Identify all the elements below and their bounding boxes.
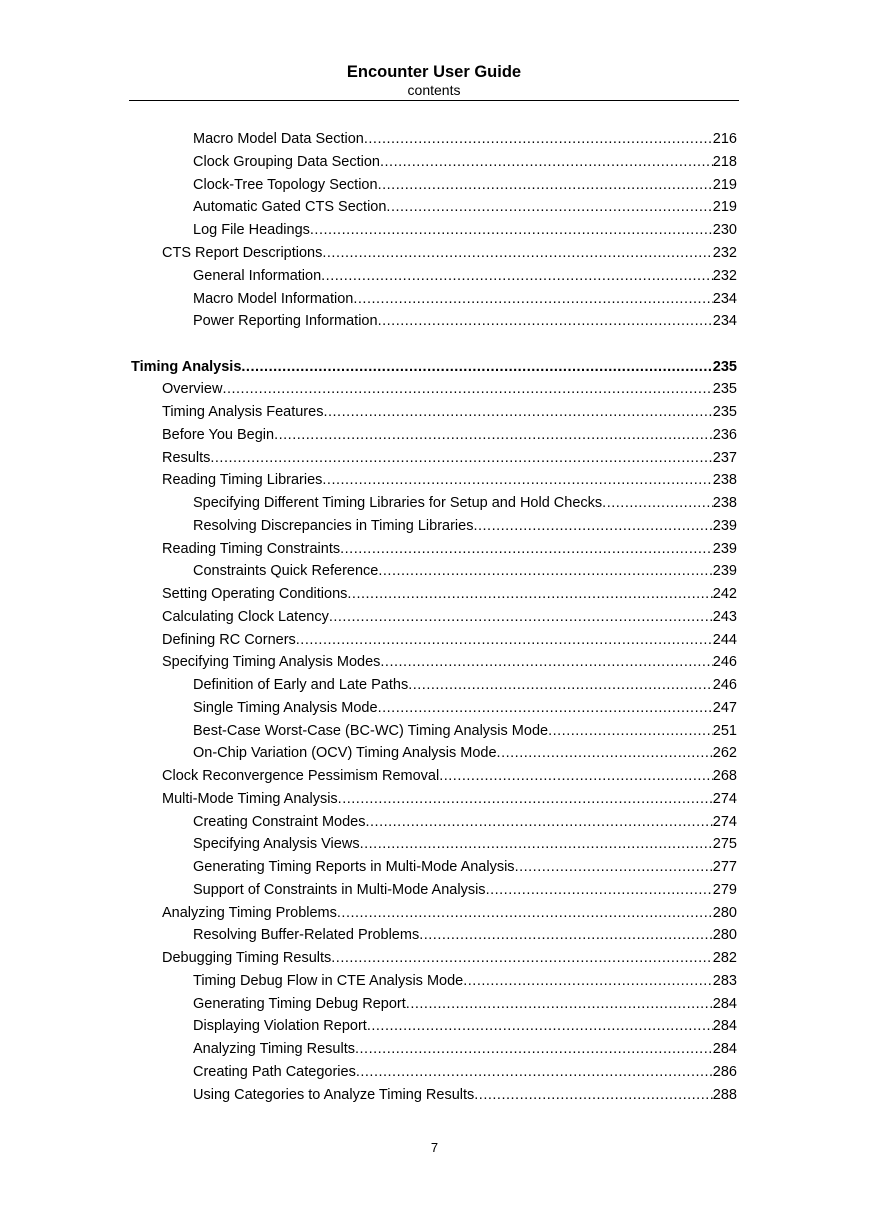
toc-entry-title: Specifying Different Timing Libraries for Setup and Hold Checks	[193, 495, 603, 511]
toc-entry-title: Specifying Timing Analysis Modes	[162, 654, 381, 670]
toc-entry-title: Analyzing Timing Problems	[162, 905, 337, 921]
toc-entry-title: Calculating Clock Latency	[162, 609, 329, 625]
dot-leader	[364, 130, 713, 148]
toc-entry[interactable]	[193, 517, 737, 535]
toc-entry[interactable]	[162, 608, 737, 626]
toc-entry[interactable]	[193, 221, 737, 239]
toc-entry-page: 239	[712, 563, 737, 579]
toc-entry-title: Reading Timing Constraints	[162, 541, 341, 557]
toc-entry[interactable]	[193, 198, 737, 216]
dot-leader	[356, 1063, 713, 1081]
dot-leader	[329, 608, 713, 626]
toc-entry-page: 246	[712, 654, 737, 670]
toc-entry[interactable]	[193, 562, 737, 580]
dot-leader	[378, 312, 713, 330]
toc-entry[interactable]	[193, 312, 737, 330]
dot-leader	[274, 426, 713, 444]
toc-entry-title: Macro Model Information	[193, 291, 354, 307]
toc-entry-title: Creating Path Categories	[193, 1064, 356, 1080]
toc-entry-page: 216	[712, 131, 737, 147]
toc-entry-page: 284	[712, 996, 737, 1012]
toc-entry[interactable]	[193, 1040, 737, 1058]
toc-entry[interactable]	[193, 858, 737, 876]
dot-leader	[340, 540, 713, 558]
dot-leader	[347, 585, 712, 603]
toc-entry-title: Reading Timing Libraries	[162, 472, 323, 488]
toc-entry[interactable]	[162, 449, 737, 467]
dot-leader	[378, 176, 713, 194]
toc-entry-title: Log File Headings	[193, 222, 310, 238]
toc-entry[interactable]	[193, 722, 737, 740]
dot-leader	[380, 153, 713, 171]
toc-entry-title: Results	[162, 450, 211, 466]
toc-entry-page: 247	[712, 700, 737, 716]
dot-leader	[222, 380, 712, 398]
toc-entry[interactable]	[162, 471, 737, 489]
page-header	[129, 62, 739, 99]
toc-entry[interactable]	[162, 653, 737, 671]
toc-entry[interactable]	[193, 813, 737, 831]
dot-leader	[322, 244, 712, 262]
toc-entry-title: Timing Debug Flow in CTE Analysis Mode	[193, 973, 464, 989]
toc-entry-title: Clock Reconvergence Pessimism Removal	[162, 768, 440, 784]
toc-entry-page: 235	[712, 359, 737, 375]
toc-entry-page: 232	[712, 245, 737, 261]
dot-leader	[439, 767, 713, 785]
toc-entry-page: 237	[712, 450, 737, 466]
toc-entry[interactable]	[193, 494, 737, 512]
toc-entry[interactable]	[193, 290, 737, 308]
dot-leader	[386, 198, 712, 216]
dot-leader	[474, 1086, 713, 1104]
toc-entry-page: 280	[712, 905, 737, 921]
dot-leader	[419, 926, 713, 944]
toc-entry-page: 274	[712, 791, 737, 807]
toc-entry-page: 286	[712, 1064, 737, 1080]
toc-entry-page: 262	[712, 745, 737, 761]
toc-entry[interactable]	[162, 540, 737, 558]
document-subtitle: contents	[407, 82, 461, 98]
toc-entry-page: 284	[712, 1041, 737, 1057]
toc-entry[interactable]	[193, 676, 737, 694]
toc-entry-page: 235	[712, 404, 737, 420]
toc-entry-title: Clock-Tree Topology Section	[193, 177, 378, 193]
toc-entry-title: Resolving Buffer-Related Problems	[193, 927, 420, 943]
dot-leader	[337, 904, 713, 922]
toc-entry-title: Clock Grouping Data Section	[193, 154, 380, 170]
dot-leader	[241, 358, 712, 376]
toc-entry[interactable]	[162, 403, 737, 421]
dot-leader	[210, 449, 712, 467]
toc-entry[interactable]	[193, 1017, 737, 1035]
toc-entry-page: 277	[712, 859, 737, 875]
toc-entry-page: 246	[712, 677, 737, 693]
toc-entry-title: Defining RC Corners	[162, 632, 296, 648]
dot-leader	[321, 267, 713, 285]
toc-entry[interactable]	[193, 926, 737, 944]
dot-leader	[548, 722, 713, 740]
dot-leader	[310, 221, 713, 239]
dot-leader	[353, 290, 712, 308]
dot-leader	[486, 881, 713, 899]
toc-entry-page: 236	[712, 427, 737, 443]
dot-leader	[360, 835, 713, 853]
dot-leader	[378, 562, 712, 580]
header-rule	[129, 100, 739, 101]
toc-chapter-entry[interactable]	[131, 358, 737, 376]
toc-entry-title: Generating Timing Debug Report	[193, 996, 406, 1012]
dot-leader	[408, 676, 713, 694]
toc-entry-title: Single Timing Analysis Mode	[193, 700, 378, 716]
toc-entry-page: 283	[712, 973, 737, 989]
dot-leader	[323, 403, 712, 421]
toc-entry-page: 275	[712, 836, 737, 852]
dot-leader	[602, 494, 713, 512]
toc-entry-title: Debugging Timing Results	[162, 950, 332, 966]
toc-entry[interactable]	[193, 972, 737, 990]
page-number: 7	[430, 1140, 439, 1155]
dot-leader	[296, 631, 713, 649]
dot-leader	[322, 471, 712, 489]
toc-entry[interactable]	[162, 585, 737, 603]
toc-entry-title: On-Chip Variation (OCV) Timing Analysis Mode	[193, 745, 497, 761]
toc-entry[interactable]	[162, 767, 737, 785]
toc-entry-page: 230	[712, 222, 737, 238]
toc-entry-title: Generating Timing Reports in Multi-Mode Analysis	[193, 859, 515, 875]
toc-entry-page: 251	[712, 723, 737, 739]
toc-entry-page: 280	[712, 927, 737, 943]
dot-leader	[473, 517, 712, 535]
toc-entry-page: 274	[712, 814, 737, 830]
toc-entry-page: 238	[712, 472, 737, 488]
toc-entry-page: 242	[712, 586, 737, 602]
toc-entry-page: 288	[712, 1087, 737, 1103]
toc-entry-title: Analyzing Timing Results	[193, 1041, 355, 1057]
toc-entry-title: Support of Constraints in Multi-Mode Analysis	[193, 882, 486, 898]
dot-leader	[338, 790, 713, 808]
toc-entry[interactable]	[193, 995, 737, 1013]
toc-entry[interactable]	[193, 1063, 737, 1081]
toc-entry-title: Power Reporting Information	[193, 313, 378, 329]
toc-entry-page: 238	[712, 495, 737, 511]
toc-entry-title: Displaying Violation Report	[193, 1018, 367, 1034]
toc-entry[interactable]	[162, 426, 737, 444]
toc-entry-page: 244	[712, 632, 737, 648]
toc-entry-title: Setting Operating Conditions	[162, 586, 348, 602]
toc-entry-title: Resolving Discrepancies in Timing Libraries	[193, 518, 474, 534]
toc-entry[interactable]	[193, 699, 737, 717]
dot-leader	[365, 813, 712, 831]
toc-entry[interactable]	[162, 244, 737, 262]
toc-entry-page: 218	[712, 154, 737, 170]
toc-entry[interactable]	[193, 153, 737, 171]
toc-entry-page: 219	[712, 199, 737, 215]
toc-entry-title: Before You Begin	[162, 427, 275, 443]
toc-entry-page: 219	[712, 177, 737, 193]
toc-entry-page: 239	[712, 518, 737, 534]
toc-entry-page: 268	[712, 768, 737, 784]
toc-entry-title: Macro Model Data Section	[193, 131, 364, 147]
dot-leader	[331, 949, 713, 967]
toc-entry-page: 243	[712, 609, 737, 625]
toc-entry-title: Automatic Gated CTS Section	[193, 199, 387, 215]
toc-entry-title: Creating Constraint Modes	[193, 814, 366, 830]
toc-entry-page: 234	[712, 313, 737, 329]
toc-entry-page: 284	[712, 1018, 737, 1034]
dot-leader	[355, 1040, 713, 1058]
toc-entry[interactable]	[193, 835, 737, 853]
dot-leader	[463, 972, 713, 990]
dot-leader	[406, 995, 713, 1013]
dot-leader	[380, 653, 712, 671]
toc-entry-title: Specifying Analysis Views	[193, 836, 360, 852]
toc-entry-page: 279	[712, 882, 737, 898]
toc-entry-page: 232	[712, 268, 737, 284]
toc-entry[interactable]	[162, 380, 737, 398]
dot-leader	[497, 744, 713, 762]
toc-entry-title: Constraints Quick Reference	[193, 563, 379, 579]
toc-entry-title: General Information	[193, 268, 322, 284]
toc-entry-title: Best-Case Worst-Case (BC-WC) Timing Analysis Mode	[193, 723, 549, 739]
toc-entry-title: Overview	[162, 381, 223, 397]
dot-leader	[515, 858, 713, 876]
toc-entry[interactable]	[193, 267, 737, 285]
toc-entry[interactable]	[193, 881, 737, 899]
dot-leader	[378, 699, 713, 717]
dot-leader	[367, 1017, 713, 1035]
toc-entry[interactable]	[162, 790, 737, 808]
toc-entry-title: Definition of Early and Late Paths	[193, 677, 409, 693]
toc-entry-page: 235	[712, 381, 737, 397]
toc-entry-page: 234	[712, 291, 737, 307]
toc-entry[interactable]	[193, 130, 737, 148]
toc-entry-title: Timing Analysis Features	[162, 404, 324, 420]
toc-entry[interactable]	[162, 631, 737, 649]
toc-entry[interactable]	[193, 744, 737, 762]
toc-entry-title: Multi-Mode Timing Analysis	[162, 791, 338, 807]
toc-entry-page: 282	[712, 950, 737, 966]
document-title: Encounter User Guide	[346, 63, 522, 81]
toc-entry[interactable]	[193, 1086, 737, 1104]
toc-entry[interactable]	[162, 904, 737, 922]
toc-entry-title: CTS Report Descriptions	[162, 245, 323, 261]
toc-entry[interactable]	[193, 176, 737, 194]
toc-entry[interactable]	[162, 949, 737, 967]
toc-entry-title: Using Categories to Analyze Timing Results	[193, 1087, 475, 1103]
toc-entry-title: Timing Analysis	[131, 359, 242, 375]
toc-entry-page: 239	[712, 541, 737, 557]
